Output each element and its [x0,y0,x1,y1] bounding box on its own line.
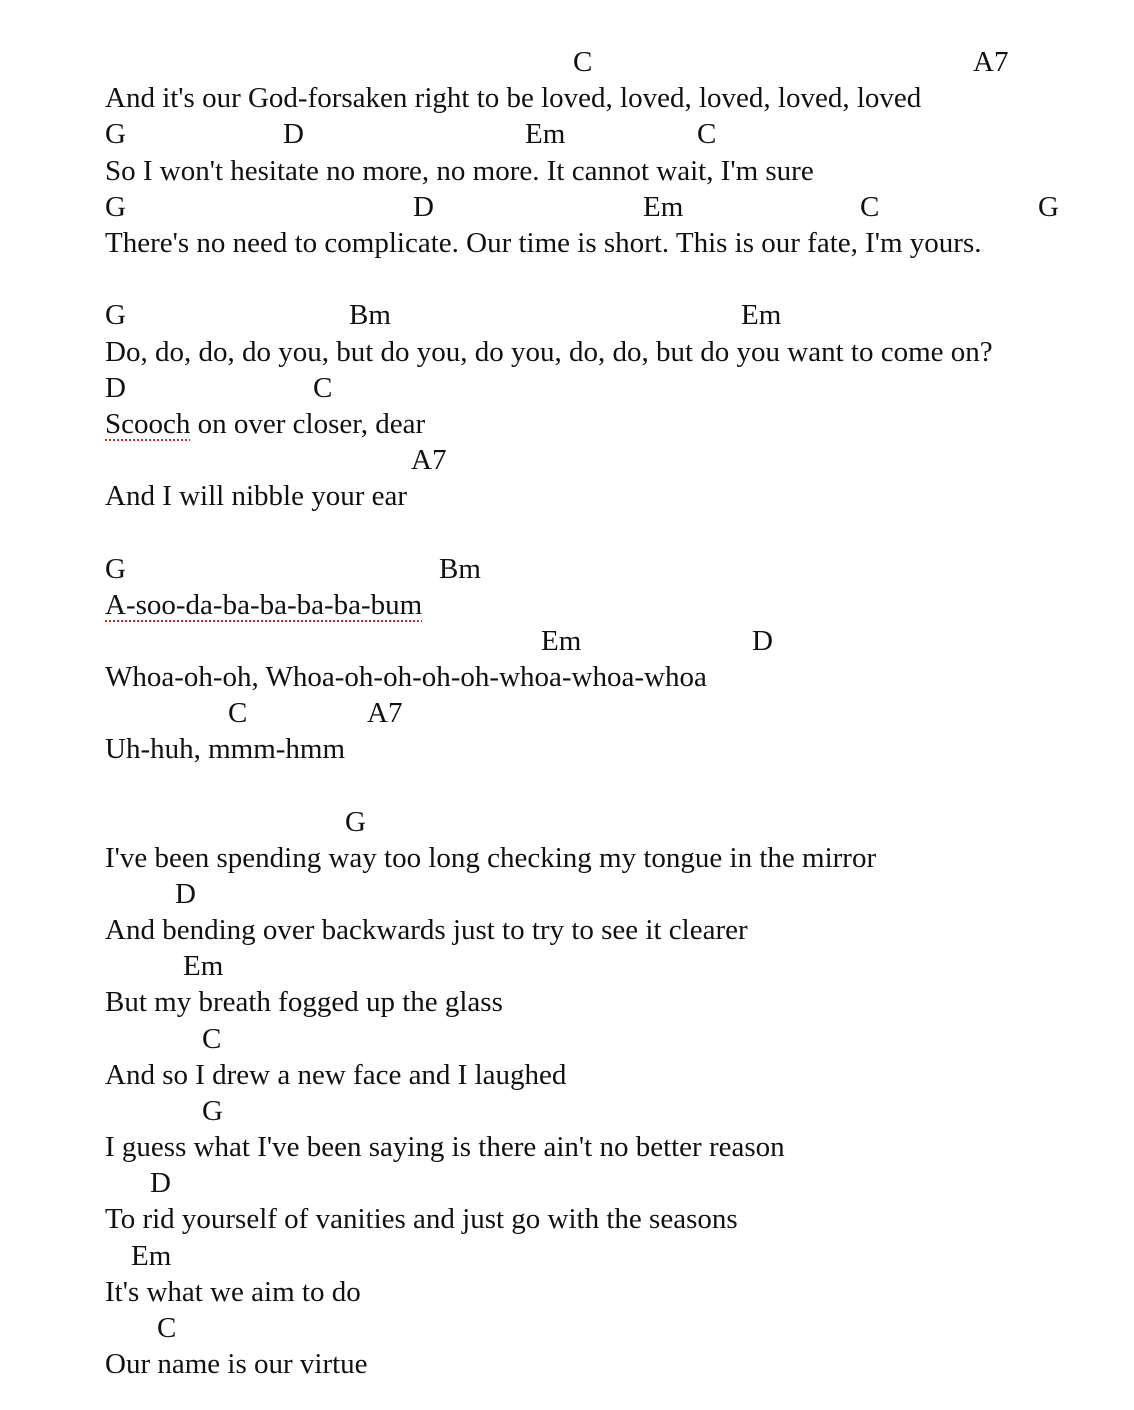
lyric-line: Uh-huh, mmm-hmm [105,733,346,765]
chord-symbol: A7 [411,444,447,476]
chord-symbol: C [697,118,717,150]
chord-symbol: D [150,1167,171,1199]
chord-symbol: D [283,118,304,150]
chord-symbol: C [313,372,333,404]
lyric-line: I guess what I've been saying is there ain't no better reason [105,1131,785,1163]
chord-symbol: Em [643,191,684,223]
chord-symbol: Em [525,118,566,150]
chord-symbol: Bm [349,299,391,331]
lyric-line: Do, do, do, do you, but do you, do you, do, do, but do you want to come on? [105,336,993,368]
lyric-line: There's no need to complicate. Our time is short. This is our fate, I'm yours. [105,227,982,259]
chord-symbol: G [345,806,366,838]
lyric-line: And it's our God-forsaken right to be loved, loved, loved, loved, loved [105,82,922,114]
chord-symbol: G [105,299,126,331]
chord-symbol: G [1038,191,1059,223]
misspelled-word: A-soo-da-ba-ba-ba-ba-bum [105,589,423,621]
chord-symbol: A7 [973,46,1009,78]
chord-symbol: Em [183,950,224,982]
lyric-line: Whoa-oh-oh, Whoa-oh-oh-oh-oh-whoa-whoa-whoa [105,661,707,693]
chord-symbol: G [105,118,126,150]
misspelled-word: Scooch [105,408,191,440]
lyric-text: on over closer, dear [190,408,426,440]
chord-symbol: C [573,46,593,78]
chord-symbol: Em [741,299,782,331]
chord-symbol: G [105,553,126,585]
lyric-line: So I won't hesitate no more, no more. It cannot wait, I'm sure [105,155,814,187]
chord-symbol: G [202,1095,223,1127]
chord-symbol: Bm [439,553,481,585]
chord-symbol: Em [541,625,582,657]
lyric-line: And bending over backwards just to try to see it clearer [105,914,748,946]
chord-symbol: C [202,1023,222,1055]
lyric-line: I've been spending way too long checking my tongue in the mirror [105,842,877,874]
lyric-line: To rid yourself of vanities and just go with the seasons [105,1203,738,1235]
lyric-line: And so I drew a new face and I laughed [105,1059,567,1091]
chord-symbol: G [105,191,126,223]
chord-symbol: D [175,878,196,910]
chord-symbol: C [157,1312,177,1344]
chord-symbol: Em [131,1240,172,1272]
chord-symbol: C [860,191,880,223]
lyric-line [105,406,425,442]
chord-symbol: C [228,697,248,729]
lyric-line: It's what we aim to do [105,1276,361,1308]
chord-symbol: D [413,191,434,223]
lyric-line: And I will nibble your ear [105,480,408,512]
lyric-line: Our name is our virtue [105,1348,368,1380]
lyric-line: But my breath fogged up the glass [105,986,503,1018]
chord-symbol: D [752,625,773,657]
chord-symbol: A7 [367,697,403,729]
lyric-line [105,587,422,623]
chord-symbol: D [105,372,126,404]
